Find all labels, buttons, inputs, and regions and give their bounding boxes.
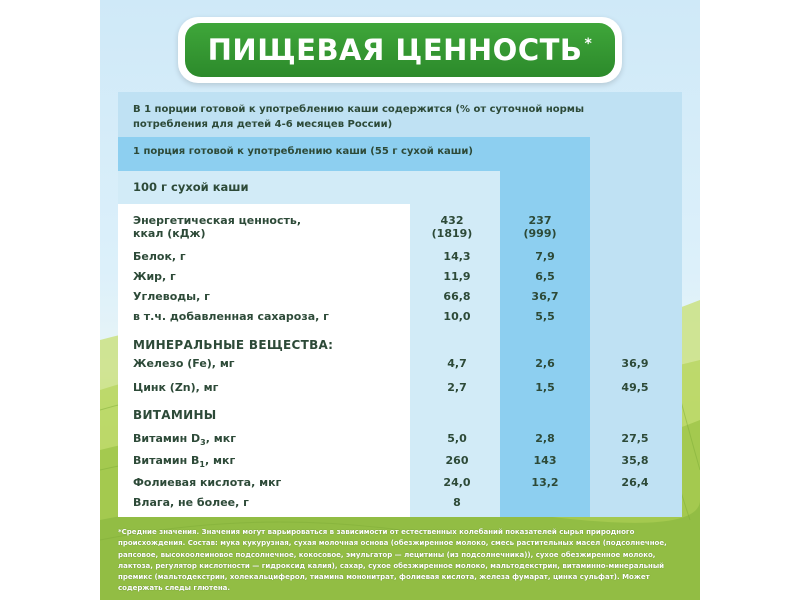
vitamin-b1-name: Витамин B [133, 454, 200, 467]
row-label-moisture: Влага, не более, г [133, 496, 249, 509]
vitamin-d3-subscript: 3 [200, 438, 206, 448]
vitamin-d3-name: Витамин D [133, 432, 201, 445]
row-label-iron: Железо (Fe), мг [133, 357, 235, 370]
vitamin-b1-subscript: 1 [199, 460, 205, 470]
vitamin-d3-100g: 5,0 [447, 432, 467, 445]
sucrose-portion: 5,5 [535, 310, 555, 323]
vitamin-d3-unit: , мкг [205, 432, 236, 445]
vitamin-b1-unit: , мкг [204, 454, 236, 467]
iron-pct: 36,9 [621, 357, 649, 370]
row-label-zinc: Цинк (Zn), мг [133, 381, 219, 394]
protein-portion: 7,9 [535, 250, 555, 263]
footnote: *Средние значения. Значения могут варьироваться в зависимости от естественных колебаний показателей сырья природного происхождения. Состав: мука кукурузная, сухая молочная основа (обезжиренное молоко, смесь растительных масел (подсолнечное, рапсовое, высокоолеиновое подсолнечное, кокосовое, эмульгатор — лецитины (из подсолнечника)), сухое обезжиренное молоко, лактоза, регулятор кислотности — гидроксид калия), сахар, сухое обезжиренное молоко, мальтодекстрин, витаминно-минеральный премикс (мальтодекстрин, холекальциферол, тиамина мононитрат, фолиевая кислота, железа фумарат, цинка сульфат). Может содержать следы глютена. [118, 528, 667, 593]
moisture-100g: 8 [453, 496, 461, 509]
fat-portion: 6,5 [535, 270, 555, 283]
vitamin-b1-100g: 260 [445, 454, 469, 467]
section-title-minerals: МИНЕРАЛЬНЫЕ ВЕЩЕСТВА: [133, 338, 334, 352]
row-label-energy: Энергетическая ценность, ккал (кДж) [133, 214, 302, 240]
folic-acid-pct: 26,4 [621, 476, 649, 489]
title-banner [178, 17, 622, 83]
energy-portion: 237 (999) [523, 214, 557, 240]
header-100g: 100 г сухой каши [133, 180, 249, 194]
title-footnote-mark: * [584, 36, 593, 52]
row-label-sucrose: в т.ч. добавленная сахароза, г [133, 310, 329, 323]
title-text: ПИЩЕВАЯ ЦЕННОСТЬ [207, 33, 583, 67]
vitamin-d3-pct: 27,5 [621, 432, 649, 445]
sucrose-100g: 10,0 [443, 310, 471, 323]
row-label-folic-acid: Фолиевая кислота, мкг [133, 476, 282, 489]
energy-100g: 432 (1819) [431, 214, 473, 240]
row-label-protein: Белок, г [133, 250, 186, 263]
header-portion: 1 порция готовой к употреблению каши (55 г сухой каши) [133, 146, 473, 157]
protein-100g: 14,3 [443, 250, 471, 263]
row-label-vitamin-b1 [133, 454, 235, 469]
folic-acid-100g: 24,0 [443, 476, 471, 489]
row-label-fat: Жир, г [133, 270, 176, 283]
vitamin-d3-portion: 2,8 [535, 432, 555, 445]
row-label-vitamin-d3 [133, 432, 236, 447]
header-pct-daily: В 1 порции готовой к употреблению каши содержится (% от суточной нормы потребления для детей 4-6 месяцев России) [133, 104, 585, 130]
zinc-portion: 1,5 [535, 381, 555, 394]
fat-100g: 11,9 [443, 270, 471, 283]
carbs-100g: 66,8 [443, 290, 471, 303]
zinc-pct: 49,5 [621, 381, 649, 394]
iron-portion: 2,6 [535, 357, 555, 370]
zinc-100g: 2,7 [447, 381, 467, 394]
iron-100g: 4,7 [447, 357, 467, 370]
carbs-portion: 36,7 [531, 290, 559, 303]
folic-acid-portion: 13,2 [531, 476, 559, 489]
section-title-vitamins: ВИТАМИНЫ [133, 408, 217, 422]
row-label-carbs: Углеводы, г [133, 290, 210, 303]
vitamin-b1-pct: 35,8 [621, 454, 649, 467]
page-title [185, 23, 615, 77]
vitamin-b1-portion: 143 [533, 454, 557, 467]
